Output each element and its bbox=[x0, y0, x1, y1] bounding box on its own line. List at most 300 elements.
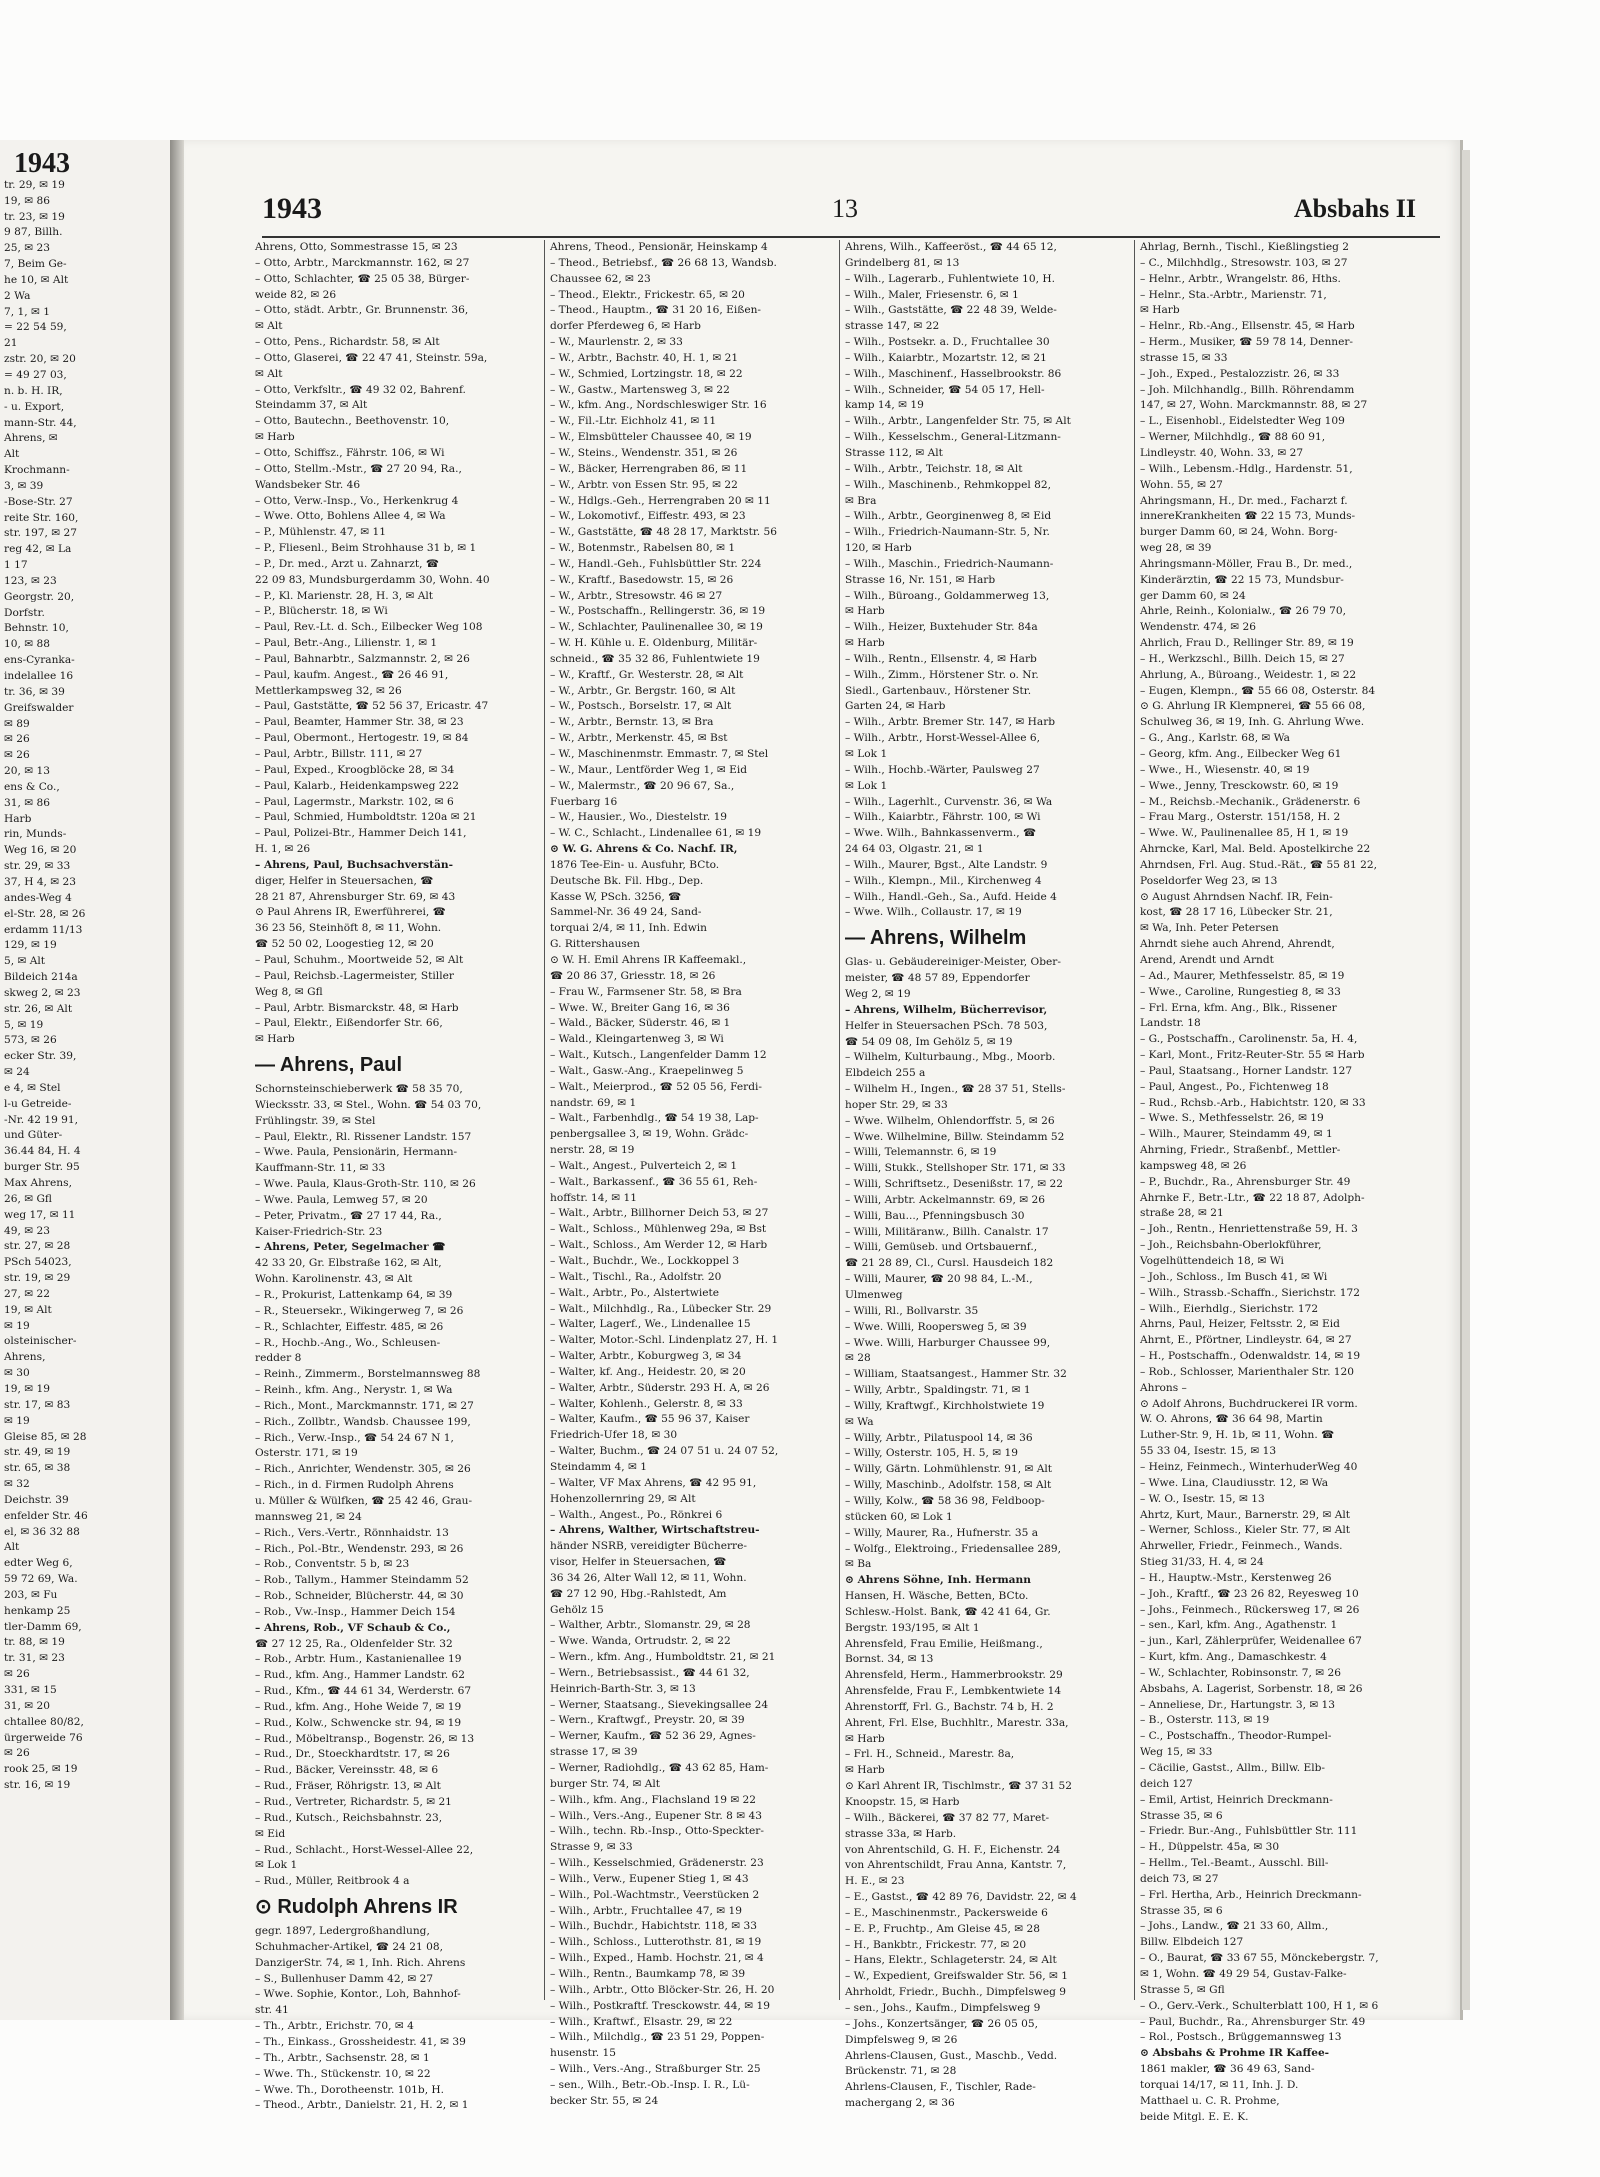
entry-heading: ⊙ Rudolph Ahrens IR bbox=[255, 1896, 458, 1919]
directory-entry-line: Weg 8, ✉ Gfl bbox=[255, 985, 323, 998]
directory-entry-line: – Willi, Rl., Bollvarstr. 35 bbox=[845, 1304, 979, 1317]
column-3 bbox=[840, 240, 1135, 2110]
directory-entry-line: – Rob., Conventstr. 5 b, ✉ 23 bbox=[255, 1558, 410, 1571]
directory-entry-line: – Wilh., Zimm., Hörstener Str. o. Nr. bbox=[845, 668, 1039, 681]
directory-entry-line: ✉ 1, Wohn. ☎ 49 29 54, Gustav-Falke- bbox=[1140, 1967, 1347, 1980]
directory-entry-line: – Wilh., Gaststätte, ☎ 22 48 39, Welde- bbox=[845, 304, 1057, 317]
previous-page-line: str. 197, ✉ 27 bbox=[4, 527, 78, 540]
directory-entry-line: – Otto, Glaserei, ☎ 22 47 41, Steinstr. 59a, bbox=[255, 351, 488, 364]
directory-entry-line: – Wilh., Milchdlg., ☎ 23 51 29, Poppen- bbox=[550, 2031, 765, 2044]
directory-entry-line: – Wwe. S., Methfesselstr. 26, ✉ 19 bbox=[1140, 1112, 1324, 1125]
directory-entry-line: Poseldorfer Weg 23, ✉ 13 bbox=[1140, 874, 1278, 887]
directory-entry-line: – Walt., Kutsch., Langenfelder Damm 12 bbox=[550, 1049, 767, 1062]
previous-page-line: 3, ✉ 39 bbox=[4, 479, 44, 492]
directory-entry-line: – Wwe., Caroline, Rungestieg 8, ✉ 33 bbox=[1140, 985, 1341, 998]
directory-entry-line: – Johs., Landw., ☎ 21 33 60, Allm., bbox=[1140, 1920, 1329, 1933]
directory-entry-line: Hohenzollernring 29, ✉ Alt bbox=[550, 1492, 696, 1505]
directory-entry-line: – Willi, Militäranw., Billh. Canalstr. 17 bbox=[845, 1225, 1049, 1238]
directory-entry-line: – Wilh., Schneider, ☎ 54 05 17, Hell- bbox=[845, 383, 1045, 396]
directory-entry-line: – Paul, Schmied, Humboldtstr. 120a ✉ 21 bbox=[255, 811, 477, 824]
directory-entry-line: – L., Eisenhobl., Eidelstedter Weg 109 bbox=[1140, 415, 1345, 428]
directory-entry-line: – Wilh., Strassb.-Schaffn., Sierichstr. 172 bbox=[1140, 1286, 1361, 1299]
directory-entry-line: – W., Schlachter, Robinsonstr. 7, ✉ 26 bbox=[1140, 1666, 1341, 1679]
directory-entry-line: ✉ Harb bbox=[255, 1033, 295, 1046]
directory-entry-line: – Wilh., Maschinenf., Hasselbrookstr. 86 bbox=[845, 367, 1062, 380]
previous-page-line: 2 Wa bbox=[4, 289, 31, 302]
previous-page-line: 31, ✉ 20 bbox=[4, 1699, 50, 1712]
directory-entry-line: – Wilh., Maurer, Bgst., Alte Landstr. 9 bbox=[845, 858, 1048, 871]
directory-entry-line: – Frl. H., Schneid., Marestr. 8a, bbox=[845, 1748, 1015, 1761]
previous-page-line: Krochmann- bbox=[4, 464, 70, 477]
previous-page-line: und Güter- bbox=[4, 1129, 63, 1142]
directory-entry-line: Ahrensfeld, Frau Emilie, Heißmang., bbox=[845, 1637, 1043, 1650]
directory-entry-line: 28 21 87, Ahrensburger Str. 69, ✉ 43 bbox=[255, 890, 456, 903]
previous-page-line: 20, ✉ 13 bbox=[4, 765, 50, 778]
directory-entry-line: stücken 60, ✉ Lok 1 bbox=[845, 1510, 953, 1523]
directory-entry-line: 36 23 56, Steinhöft 8, ✉ 11, Wohn. bbox=[255, 922, 442, 935]
previous-page-line: ✉ 19 bbox=[4, 1414, 30, 1427]
directory-entry-line: – P., Buchdr., Ra., Ahrensburger Str. 49 bbox=[1140, 1175, 1351, 1188]
directory-entry-line: 55 33 04, Isestr. 15, ✉ 13 bbox=[1140, 1445, 1277, 1458]
directory-entry-line: schneid., ☎ 35 32 86, Fuhlentwiete 19 bbox=[550, 652, 760, 665]
directory-entry-line: – Joh., Kraftf., ☎ 23 26 82, Reyesweg 10 bbox=[1140, 1587, 1359, 1600]
directory-entry-line: – Johs., Feinmech., Rückersweg 17, ✉ 26 bbox=[1140, 1603, 1360, 1616]
directory-entry-line: ✉ Lok 1 bbox=[845, 748, 888, 760]
previous-page-line: andes-Weg 4 bbox=[4, 891, 72, 904]
directory-entry-line: Wohn. 55, ✉ 27 bbox=[1140, 478, 1223, 491]
directory-entry-line: – Karl, Mont., Fritz-Reuter-Str. 55 ✉ Harb bbox=[1140, 1049, 1365, 1062]
directory-entry-line: – Wolfg., Elektroing., Friedensallee 289, bbox=[845, 1542, 1061, 1555]
directory-entry-line: Schulweg 36, ✉ 19, Inh. G. Ahrlung Wwe. bbox=[1140, 716, 1365, 729]
book-gutter bbox=[170, 140, 184, 2020]
directory-entry-line: – Rich., Pol.-Btr., Wendenstr. 293, ✉ 26 bbox=[255, 1542, 464, 1555]
directory-entry-line: – Werner, Radiohdlg., ☎ 43 62 85, Ham- bbox=[550, 1762, 769, 1774]
directory-entry-line: ✉ Lok 1 bbox=[255, 1859, 298, 1872]
previous-page-line: enfelder Str. 46 bbox=[4, 1509, 88, 1522]
directory-entry-line: von Ahrentschild, G. H. F., Eichenstr. 24 bbox=[845, 1843, 1061, 1856]
directory-entry-line: – P., Blücherstr. 18, ✉ Wi bbox=[255, 605, 388, 618]
directory-entry-line: – Rud., Kfm., ☎ 44 61 34, Werderstr. 67 bbox=[255, 1685, 472, 1698]
directory-entry-line: ⊙ G. Ahrlung IR Klempnerei, ☎ 55 66 08, bbox=[1140, 700, 1366, 713]
directory-entry-line: – W., Arbtr., Merkenstr. 45, ✉ Bst bbox=[550, 732, 728, 745]
directory-entry-line: 1876 Tee-Ein- u. Ausfuhr, BCto. bbox=[550, 858, 720, 871]
directory-entry-line: – Walt., Schloss., Am Werder 12, ✉ Harb bbox=[550, 1239, 768, 1252]
directory-entry-line: – Wilh., Buchdr., Habichtstr. 118, ✉ 33 bbox=[550, 1920, 757, 1933]
directory-entry-line: – Wwe. Wilh., Collaustr. 17, ✉ 19 bbox=[845, 906, 1022, 919]
directory-entry-line: – Wilh., Arbtr., Horst-Wessel-Allee 6, bbox=[845, 732, 1041, 745]
directory-entry-line: – W., Gastw., Martensweg 3, ✉ 22 bbox=[550, 383, 730, 396]
previous-page-line: tr. 31, ✉ 23 bbox=[4, 1652, 65, 1665]
previous-page-line: henkamp 25 bbox=[4, 1604, 71, 1617]
directory-entry-line: – Joh., Reichsbahn-Oberlokführer, bbox=[1140, 1239, 1322, 1252]
directory-entry-line: – Wilh., Arbtr., Teichstr. 18, ✉ Alt bbox=[845, 462, 1023, 475]
directory-entry-line: – Willy, Gärtn. Lohmühlenstr. 91, ✉ Alt bbox=[845, 1463, 1052, 1476]
directory-entry-line: – Werner, Schloss., Kieler Str. 77, ✉ Alt bbox=[1140, 1524, 1351, 1537]
directory-entry-line: – Willi, Telemannstr. 6, ✉ 19 bbox=[845, 1146, 997, 1159]
directory-entry-line: Ahrens, Wilh., Kaffeeröst., ☎ 44 65 12, bbox=[845, 241, 1057, 253]
directory-entry-line: – Otto, Schiffsz., Fährstr. 106, ✉ Wi bbox=[255, 446, 445, 459]
column-1 bbox=[250, 240, 545, 2112]
directory-entry-line: Ahrle, Reinh., Kolonialw., ☎ 26 79 70, bbox=[1140, 605, 1347, 618]
directory-entry-line: – Wwe. Paula, Lemweg 57, ✉ 20 bbox=[255, 1193, 428, 1206]
directory-entry-line: – Walt., Milchhdlg., Ra., Lübecker Str. 29 bbox=[550, 1302, 772, 1315]
directory-entry-line: Ahrncke, Karl, Mal. Beld. Apostelkirche 22 bbox=[1140, 843, 1371, 856]
previous-page-line: olsteinischer- bbox=[4, 1335, 77, 1348]
directory-entry-line: Strasse 5, ✉ Gfl bbox=[1140, 1983, 1225, 1996]
directory-entry-line: händer NSRB, vereidigter Bücherre- bbox=[550, 1540, 747, 1553]
directory-entry-line: – Rud., kfm. Ang., Hammer Landstr. 62 bbox=[255, 1669, 465, 1682]
directory-entry-line: – Hellm., Tel.-Beamt., Ausschl. Bill- bbox=[1140, 1857, 1329, 1870]
directory-entry-line: – Walt., Schloss., Mühlenweg 29a, ✉ Bst bbox=[550, 1223, 767, 1236]
directory-entry-line: Grindelberg 81, ✉ 13 bbox=[845, 256, 960, 269]
directory-entry-line: – R., Hochb.-Ang., Wo., Schleusen- bbox=[255, 1336, 441, 1349]
directory-entry-line: – Wilh., Lebensm.-Hdlg., Hardenstr. 51, bbox=[1140, 462, 1353, 475]
directory-entry-line: – E., Gastst., ☎ 42 89 76, Davidstr. 22, ✉ 4 bbox=[845, 1891, 1077, 1904]
previous-page-line: Bildeich 214a bbox=[4, 971, 78, 984]
directory-entry-line: – H., Düppelstr. 45a, ✉ 30 bbox=[1140, 1841, 1280, 1854]
directory-entry-line: – Rud., kfm. Ang., Hohe Weide 7, ✉ 19 bbox=[255, 1700, 462, 1713]
previous-page-line: ✉ 32 bbox=[4, 1478, 30, 1491]
previous-page-line: tr. 36, ✉ 39 bbox=[4, 685, 65, 698]
directory-entry-line: – W., Bäcker, Herrengraben 86, ✉ 11 bbox=[550, 462, 748, 475]
previous-page-line: PSch 54023, bbox=[4, 1256, 72, 1269]
previous-page-line: ens-Cyranka- bbox=[4, 654, 75, 667]
directory-entry-line: – Wilhelm H., Ingen., ☎ 28 37 51, Stells- bbox=[845, 1083, 1066, 1096]
previous-page-line: str. 17, ✉ 83 bbox=[4, 1398, 71, 1411]
directory-entry-line: Glas- u. Gebäudereiniger-Meister, Ober- bbox=[845, 956, 1061, 969]
directory-entry-line: – B., Osterstr. 113, ✉ 19 bbox=[1140, 1714, 1270, 1727]
directory-entry-line: Ahrens, Theod., Pensionär, Heinskamp 4 bbox=[550, 241, 768, 253]
previous-page-line: - u. Export, bbox=[4, 400, 65, 413]
directory-entry-line: von Ahrentschildt, Frau Anna, Kantstr. 7, bbox=[845, 1859, 1067, 1872]
directory-entry-line: – Willi, Arbtr. Ackelmannstr. 69, ✉ 26 bbox=[845, 1193, 1045, 1206]
previous-page-line: str. 26, ✉ Alt bbox=[4, 1002, 73, 1015]
directory-entry-line: Ahrnke F., Betr.-Ltr., ☎ 22 18 87, Adolph- bbox=[1140, 1191, 1365, 1204]
directory-entry-line: – Wwe. Lina, Claudiusstr. 12, ✉ Wa bbox=[1140, 1476, 1329, 1489]
directory-entry-line: – Paul, Lagermstr., Markstr. 102, ✉ 6 bbox=[255, 795, 454, 808]
previous-page-line: ✉ 26 bbox=[4, 1668, 30, 1681]
directory-entry-line: – P., Fliesenl., Beim Strohhause 31 b, ✉ 1 bbox=[255, 542, 477, 555]
previous-page-line: str. 65, ✉ 38 bbox=[4, 1462, 71, 1475]
directory-entry-line: weide 82, ✉ 26 bbox=[255, 288, 337, 301]
previous-page-line: Behnstr. 10, bbox=[4, 622, 69, 635]
directory-entry-line: – Joh., Rentn., Henriettenstraße 59, H. 3 bbox=[1140, 1223, 1358, 1236]
directory-entry-line: – Paul, Obermont., Hertogestr. 19, ✉ 84 bbox=[255, 732, 469, 745]
directory-entry-line: – Willi, Gemüseb. und Ortsbauernf., bbox=[845, 1241, 1038, 1254]
directory-entry-line: – Rud., Kutsch., Reichsbahnstr. 23, bbox=[255, 1811, 443, 1824]
directory-entry-line: – Rich., Vers.-Vertr., Rönnhaidstr. 13 bbox=[255, 1526, 449, 1539]
directory-entry-line: – Wwe. W., Paulinenallee 85, H 1, ✉ 19 bbox=[1140, 827, 1349, 840]
directory-entry-line: – Wilh., Vers.-Ang., Straßburger Str. 25 bbox=[550, 2063, 761, 2076]
previous-page-line: burger Str. 95 bbox=[4, 1161, 80, 1174]
previous-page-line: zstr. 20, ✉ 20 bbox=[4, 353, 76, 366]
directory-entry-line: – Wilh., Pol.-Wachtmstr., Veerstücken 2 bbox=[550, 1888, 760, 1901]
directory-entry-line: – G., Ang., Karlstr. 68, ✉ Wa bbox=[1140, 732, 1290, 745]
previous-page-line: Dorfstr. bbox=[4, 606, 45, 619]
directory-entry-line: nandstr. 69, ✉ 1 bbox=[550, 1096, 637, 1109]
directory-entry-line: Ahrlich, Frau D., Rellinger Str. 89, ✉ 19 bbox=[1140, 637, 1354, 650]
previous-page-line: 203, ✉ Fu bbox=[4, 1588, 58, 1601]
previous-page-line: el, ✉ 36 32 88 bbox=[4, 1525, 80, 1538]
directory-entry-line: 36 34 26, Alter Wall 12, ✉ 11, Wohn. bbox=[550, 1571, 747, 1584]
directory-entry-line: Strasse 35, ✉ 6 bbox=[1140, 1904, 1223, 1917]
directory-entry-line: Strasse 9, ✉ 33 bbox=[550, 1841, 633, 1854]
directory-entry-line: – Walter, Arbtr., Süderstr. 293 H. A, ✉ 26 bbox=[550, 1381, 770, 1394]
directory-entry-line: ✉ Lok 1 bbox=[845, 779, 888, 792]
previous-page-line: 573, ✉ 26 bbox=[4, 1034, 57, 1047]
directory-entry-line: – W., Malermstr., ☎ 20 96 67, Sa., bbox=[550, 779, 735, 792]
directory-entry-line: – Reinh., Zimmerm., Borstelmannsweg 88 bbox=[255, 1368, 481, 1381]
directory-entry-line: – Walt., Tischl., Ra., Adolfstr. 20 bbox=[550, 1270, 722, 1283]
directory-entry-line: – W., Botenmstr., Rabelsen 80, ✉ 1 bbox=[550, 542, 736, 555]
directory-entry-line: – Wilh., Arbtr. Bremer Str. 147, ✉ Harb bbox=[845, 716, 1056, 729]
directory-entry-line: ✉ Harb bbox=[1140, 304, 1180, 317]
directory-entry-line: – Walt., Farbenhdlg., ☎ 54 19 38, Lap- bbox=[550, 1112, 759, 1125]
directory-entry-line: – Wilh., kfm. Ang., Flachsland 19 ✉ 22 bbox=[550, 1793, 757, 1806]
directory-entry-line: ☎ 52 50 02, Loogestieg 12, ✉ 20 bbox=[255, 938, 434, 951]
directory-entry-line: – Paul, Elektr., Eißendorfer Str. 66, bbox=[255, 1017, 443, 1030]
directory-entry-line: Siedl., Gartenbauv., Hörstener Str. bbox=[845, 684, 1032, 697]
directory-entry-line: – E., Maschinenmstr., Packersweide 6 bbox=[845, 1906, 1048, 1919]
previous-page-line: 10, ✉ 88 bbox=[4, 638, 50, 651]
directory-entry-line: – Ahrens, Peter, Segelmacher ☎ bbox=[255, 1241, 446, 1254]
directory-entry-line: – Paul, Kalarb., Heidenkampsweg 222 bbox=[255, 779, 459, 792]
directory-entry-line: Bornst. 34, ✉ 13 bbox=[845, 1653, 934, 1666]
directory-entry-line: – Wwe. Th., Dorotheenstr. 101b, H. bbox=[255, 2083, 445, 2096]
directory-entry-line: – W., Kraftf., Basedowstr. 15, ✉ 26 bbox=[550, 573, 734, 586]
directory-entry-line: strasse 147, ✉ 22 bbox=[845, 320, 940, 333]
previous-page-line: 123, ✉ 23 bbox=[4, 574, 57, 587]
directory-entry-line: – Joh., Exped., Pestalozzistr. 26, ✉ 33 bbox=[1140, 367, 1340, 380]
directory-entry-line: – Rud., Bäcker, Vereinsstr. 48, ✉ 6 bbox=[255, 1764, 439, 1777]
directory-entry-line: Ahrndt siehe auch Ahrend, Ahrendt, bbox=[1140, 938, 1335, 951]
previous-page-fragment bbox=[0, 140, 172, 2020]
directory-entry-line: – Werner, Milchhdlg., ☎ 88 60 91, bbox=[1140, 431, 1326, 444]
previous-page-line: e 4, ✉ Stel bbox=[4, 1081, 61, 1094]
previous-page-line: 21 bbox=[4, 337, 18, 350]
directory-entry-line: Luther-Str. 9, H. 1b, ✉ 11, Wohn. ☎ bbox=[1140, 1429, 1335, 1442]
previous-page-line: 36.44 84, H. 4 bbox=[4, 1145, 81, 1158]
directory-entry-line: – Wwe. Wilhelmine, Billw. Steindamm 52 bbox=[845, 1130, 1065, 1143]
directory-entry-line: nerstr. 28, ✉ 19 bbox=[550, 1144, 635, 1157]
directory-entry-line: H. 1, ✉ 26 bbox=[255, 843, 311, 856]
previous-page-line: 9 87, Billh. bbox=[4, 226, 63, 239]
previous-page-line: rin, Munds- bbox=[4, 828, 67, 841]
directory-entry-line: Schuhmacher-Artikel, ☎ 24 21 08, bbox=[255, 1940, 443, 1953]
previous-page-line: Alt bbox=[4, 1541, 20, 1554]
directory-entry-line: – Wilh., Kesselschmied, Grädenerstr. 23 bbox=[550, 1857, 764, 1870]
directory-entry-line: ☎ 21 28 89, Cl., Cursl. Hausdeich 182 bbox=[845, 1257, 1054, 1270]
directory-entry-line: Ahringsmann-Möller, Frau B., Dr. med., bbox=[1140, 557, 1353, 570]
directory-entry-line: – W., Gaststätte, ☎ 48 28 17, Marktstr. 56 bbox=[550, 526, 777, 539]
directory-entry-line: – Werner, Kaufm., ☎ 52 36 29, Agnes- bbox=[550, 1730, 756, 1743]
directory-entry-line: torquai 2/4, ✉ 11, Inh. Edwin bbox=[550, 922, 707, 935]
directory-entry-line: – Wilh., Verw., Eupener Stieg 1, ✉ 43 bbox=[550, 1872, 749, 1885]
directory-entry-line: – Walter, Motor.-Schl. Lindenplatz 27, H. 1 bbox=[550, 1334, 779, 1347]
directory-entry-line: Brückenstr. 71, ✉ 28 bbox=[845, 2065, 957, 2078]
directory-entry-line: Elbdeich 255 a bbox=[845, 1067, 926, 1080]
previous-page-line: ✉ 26 bbox=[4, 733, 30, 746]
directory-entry-line: – Paul, Beamter, Hammer Str. 38, ✉ 23 bbox=[255, 716, 464, 729]
directory-entry-line: Absbahs, A. Lagerist, Sorbenstr. 18, ✉ 26 bbox=[1140, 1682, 1363, 1695]
directory-entry-line: penbergsallee 3, ✉ 19, Wohn. Grädc- bbox=[550, 1128, 749, 1141]
directory-entry-line: Fuerbarg 16 bbox=[550, 795, 618, 808]
directory-entry-line: ✉ Eid bbox=[255, 1827, 286, 1840]
directory-entry-line: – W., Maur., Lentförder Weg 1, ✉ Eid bbox=[550, 763, 748, 776]
previous-page-line: Max Ahrens, bbox=[4, 1177, 72, 1189]
directory-entry-line: – Th., Arbtr., Sachsenstr. 28, ✉ 1 bbox=[255, 2051, 430, 2064]
directory-entry-line: – R., Schlachter, Eiffestr. 485, ✉ 26 bbox=[255, 1320, 444, 1333]
previous-page-line: 5, ✉ 19 bbox=[4, 1018, 44, 1031]
directory-entry-line: – Rud., Müller, Reitbrook 4 a bbox=[255, 1875, 410, 1888]
previous-page-line: rook 25, ✉ 19 bbox=[4, 1763, 78, 1776]
directory-entry-line: – Wwe. Wilhelm, Ohlendorffstr. 5, ✉ 26 bbox=[845, 1114, 1055, 1127]
directory-entry-line: – Otto, Verkfsltr., ☎ 49 32 02, Bahrenf. bbox=[255, 383, 466, 396]
directory-entry-line: – Rud., Möbeltransp., Bogenstr. 26, ✉ 13 bbox=[255, 1732, 475, 1745]
directory-entry-line: – sen., Karl, kfm. Ang., Agathenstr. 1 bbox=[1140, 1619, 1338, 1632]
directory-entry-line: – Walt., Barkassenf., ☎ 36 55 61, Reh- bbox=[550, 1175, 758, 1188]
previous-page-line: 27, ✉ 22 bbox=[4, 1287, 50, 1300]
directory-entry-line: Kinderärztin, ☎ 22 15 73, Mundsbur- bbox=[1140, 573, 1344, 586]
directory-entry-line: Ahrndsen, Frl. Aug. Stud.-Rät., ☎ 55 81 22, bbox=[1140, 858, 1377, 871]
directory-entry-line: strasse 17, ✉ 39 bbox=[550, 1746, 638, 1759]
directory-entry-line: – Wilh., Exped., Hamb. Hochstr. 21, ✉ 4 bbox=[550, 1952, 764, 1965]
directory-entry-line: – Rob., Tallym., Hammer Steindamm 52 bbox=[255, 1574, 469, 1587]
directory-entry-line: – Wilh., Lagerhlt., Curvenstr. 36, ✉ Wa bbox=[845, 795, 1053, 808]
directory-entry-line: – Rob., Schneider, Blücherstr. 44, ✉ 30 bbox=[255, 1590, 464, 1603]
directory-entry-line: ✉ Harb bbox=[255, 431, 295, 444]
previous-page-line: Georgstr. 20, bbox=[4, 590, 75, 603]
directory-entry-line: – Willi, Schriftsetz., Desenißstr. 17, ✉ 22 bbox=[845, 1178, 1063, 1191]
directory-entry-line: ger Damm 60, ✉ 24 bbox=[1140, 589, 1246, 602]
directory-entry-line: Ahrons – bbox=[1140, 1381, 1187, 1394]
directory-entry-line: ✉ Wa, Inh. Peter Petersen bbox=[1140, 922, 1279, 935]
directory-entry-line: Ahrlag, Bernh., Tischl., Kießlingstieg 2 bbox=[1140, 241, 1350, 253]
previous-page-line: ürgerweide 76 bbox=[4, 1731, 83, 1744]
directory-entry-line: – Wilh., Heizer, Buxtehuder Str. 84a bbox=[845, 621, 1038, 634]
previous-page-line: erdamm 11/13 bbox=[4, 923, 83, 936]
directory-entry-line: Hansen, H. Wäsche, Betten, BCto. bbox=[845, 1590, 1029, 1603]
directory-entry-line: – Walter, Lagerf., We., Lindenallee 15 bbox=[550, 1318, 751, 1331]
directory-entry-line: – W., Postschaffn., Rellingerstr. 36, ✉ 19 bbox=[550, 605, 766, 618]
directory-entry-line: – Helnr., Sta.-Arbtr., Marienstr. 71, bbox=[1140, 288, 1327, 301]
previous-page-line: ✉ 89 bbox=[4, 717, 30, 730]
previous-page-line: 49, ✉ 23 bbox=[4, 1224, 50, 1237]
directory-entry-line: – W., Steins., Wendenstr. 351, ✉ 26 bbox=[550, 446, 738, 459]
directory-entry-line: – Willy, Maurer, Ra., Hufnerstr. 35 a bbox=[845, 1526, 1039, 1539]
directory-entry-line: deich 73, ✉ 27 bbox=[1140, 1872, 1219, 1885]
directory-entry-line: – Wwe. Willi, Roopersweg 5, ✉ 39 bbox=[845, 1320, 1027, 1333]
previous-page-line: 31, ✉ 86 bbox=[4, 796, 50, 809]
previous-page-line: tr. 29, ✉ 19 bbox=[4, 178, 65, 191]
directory-entry-line: – William, Staatsangest., Hammer Str. 32 bbox=[845, 1368, 1067, 1381]
directory-entry-line: ⊙ Absbahs & Prohme IR Kaffee- bbox=[1140, 2047, 1330, 2060]
directory-entry-line: – Walter, Kaufm., ☎ 55 96 37, Kaiser bbox=[550, 1413, 750, 1426]
previous-page-line: indelallee 16 bbox=[4, 670, 74, 682]
directory-entry-line: hoffstr. 14, ✉ 11 bbox=[550, 1191, 637, 1204]
directory-entry-line: – sen., Johs., Kaufm., Dimpfelsweg 9 bbox=[845, 2001, 1041, 2014]
directory-entry-line: Ahrens, Otto, Sommestrasse 15, ✉ 23 bbox=[255, 241, 458, 253]
directory-entry-line: – W., Hdlgs.-Geh., Herrengraben 20 ✉ 11 bbox=[550, 494, 771, 507]
previous-page-line: str. 27, ✉ 28 bbox=[4, 1240, 71, 1253]
directory-entry-line: – Heinz, Feinmech., WinterhuderWeg 40 bbox=[1140, 1460, 1358, 1473]
directory-entry-line: – Wern., kfm. Ang., Humboldtstr. 21, ✉ 21 bbox=[550, 1651, 776, 1664]
directory-entry-line: – jun., Karl, Zählerprüfer, Weidenallee 67 bbox=[1140, 1635, 1362, 1648]
directory-entry-line: Bergstr. 193/195, ✉ Alt 1 bbox=[845, 1621, 980, 1634]
previous-page-line: 1 17 bbox=[4, 559, 28, 572]
directory-entry-line: – Wwe. Willi, Harburger Chaussee 99, bbox=[845, 1336, 1051, 1349]
directory-entry-line: – W. O., Isestr. 15, ✉ 13 bbox=[1140, 1492, 1265, 1505]
directory-entry-line: kost, ☎ 28 17 16, Lübecker Str. 21, bbox=[1140, 906, 1333, 919]
previous-page-line: = 22 54 59, bbox=[4, 321, 67, 334]
directory-entry-line: – Wwe. Wilh., Bahnkassenverm., ☎ bbox=[845, 827, 1037, 840]
directory-entry-line: – Theod., Hauptm., ☎ 31 20 16, Eißen- bbox=[550, 304, 761, 317]
previous-page-line: skweg 2, ✉ 23 bbox=[4, 986, 81, 999]
directory-entry-line: ☎ 54 09 08, Im Gehölz 5, ✉ 19 bbox=[845, 1035, 1013, 1048]
directory-entry-line: kampsweg 48, ✉ 26 bbox=[1140, 1159, 1247, 1172]
directory-entry-line: – Rich., Mont., Marckmannstr. 171, ✉ 27 bbox=[255, 1399, 474, 1412]
directory-entry-line: – Walt., Angest., Pulverteich 2, ✉ 1 bbox=[550, 1159, 738, 1172]
directory-entry-line: – Wwe. Paula, Klaus-Groth-Str. 110, ✉ 26 bbox=[255, 1178, 476, 1191]
directory-entry-line: – Rud., Schlacht., Horst-Wessel-Allee 22, bbox=[255, 1843, 474, 1856]
directory-entry-line: – M., Reichsb.-Mechanik., Grädenerstr. 6 bbox=[1140, 795, 1361, 808]
directory-entry-line: – Joh., Schloss., Im Busch 41, ✉ Wi bbox=[1140, 1270, 1328, 1283]
directory-entry-line: Lindleystr. 40, Wohn. 33, ✉ 27 bbox=[1140, 446, 1304, 459]
directory-entry-line: – Wwe. Th., Stückenstr. 10, ✉ 22 bbox=[255, 2067, 431, 2080]
previous-page-line: str. 49, ✉ 19 bbox=[4, 1446, 71, 1459]
directory-entry-line: – Reinh., kfm. Ang., Nerystr. 1, ✉ Wa bbox=[255, 1384, 453, 1397]
directory-entry-line: – Rud., Kolw., Schwencke str. 94, ✉ 19 bbox=[255, 1716, 462, 1729]
directory-entry-line: – Walter, kf. Ang., Heidestr. 20, ✉ 20 bbox=[550, 1365, 746, 1378]
directory-entry-line: – Theod., Arbtr., Danielstr. 21, H. 2, ✉ 1 bbox=[255, 2099, 469, 2112]
previous-page-line: n. b. H. IR, bbox=[4, 384, 63, 397]
directory-entry-line: burger Str. 74, ✉ Alt bbox=[550, 1777, 661, 1790]
previous-page-line: Deichstr. 39 bbox=[4, 1493, 69, 1506]
directory-entry-line: – Frl. Hertha, Arb., Heinrich Dreckmann- bbox=[1140, 1888, 1362, 1901]
directory-entry-line: – Willy, Arbtr., Pilatuspool 14, ✉ 36 bbox=[845, 1431, 1033, 1444]
directory-entry-line: deich 127 bbox=[1140, 1777, 1193, 1790]
directory-entry-line: – Wwe., Jenny, Tresckowstr. 60, ✉ 19 bbox=[1140, 779, 1339, 792]
directory-entry-line: – Rud., Vertreter, Richardstr. 5, ✉ 21 bbox=[255, 1796, 452, 1808]
directory-entry-line: Billw. Elbdeich 127 bbox=[1140, 1936, 1244, 1949]
directory-entry-line: ✉ Harb bbox=[845, 637, 885, 650]
directory-entry-line: – S., Bullenhuser Damm 42, ✉ 27 bbox=[255, 1972, 434, 1985]
directory-entry-line: 1861 makler, ☎ 36 49 63, Sand- bbox=[1140, 2063, 1315, 2076]
directory-entry-line: – W., Elmsbütteler Chaussee 40, ✉ 19 bbox=[550, 431, 752, 444]
directory-entry-line: – Ahrens, Rob., VF Schaub & Co., bbox=[255, 1621, 451, 1634]
directory-entry-line: – Wilh., Arbtr., Georginenweg 8, ✉ Eid bbox=[845, 510, 1052, 523]
previous-page-line: reite Str. 160, bbox=[4, 511, 79, 524]
directory-entry-line: ⊙ Karl Ahrent IR, Tischlmstr., ☎ 37 31 52 bbox=[845, 1780, 1072, 1793]
directory-entry-line: – Ad., Maurer, Methfesselstr. 85, ✉ 19 bbox=[1140, 969, 1345, 982]
directory-entry-line: machergang 2, ✉ 36 bbox=[845, 2097, 955, 2110]
directory-entry-line: husenstr. 15 bbox=[550, 2047, 616, 2060]
directory-entry-line: Wandsbeker Str. 46 bbox=[255, 478, 361, 491]
directory-entry-line: diger, Helfer in Steuersachen, ☎ bbox=[255, 874, 434, 887]
entry-heading: — Ahrens, Wilhelm bbox=[845, 927, 1027, 950]
directory-entry-line: Ahrensfelde, Frau F., Lembkentwiete 14 bbox=[845, 1685, 1062, 1698]
directory-entry-line: Knoopstr. 15, ✉ Harb bbox=[845, 1796, 960, 1808]
directory-entry-line: straße 28, ✉ 21 bbox=[1140, 1207, 1224, 1220]
directory-entry-line: – Otto, Verw.-Insp., Vo., Herkenkrug 4 bbox=[255, 494, 459, 507]
directory-entry-line: – W., Maurlenstr. 2, ✉ 33 bbox=[550, 336, 683, 349]
previous-page-line: Greifswalder bbox=[4, 701, 74, 714]
directory-entry-line: – Wilh., Kesselschm., General-Litzmann- bbox=[845, 431, 1061, 444]
directory-entry-line: – Wilh., Handl.-Geh., Sa., Aufd. Heide 4 bbox=[845, 890, 1057, 903]
directory-entry-line: – Willi, Bau..., Pfenningsbusch 30 bbox=[845, 1209, 1025, 1222]
directory-entry-line: – Willy, Kraftwgf., Kirchholstwiete 19 bbox=[845, 1399, 1045, 1412]
directory-entry-line: – Willi, Stukk., Stellshoper Str. 171, ✉ 33 bbox=[845, 1162, 1066, 1175]
